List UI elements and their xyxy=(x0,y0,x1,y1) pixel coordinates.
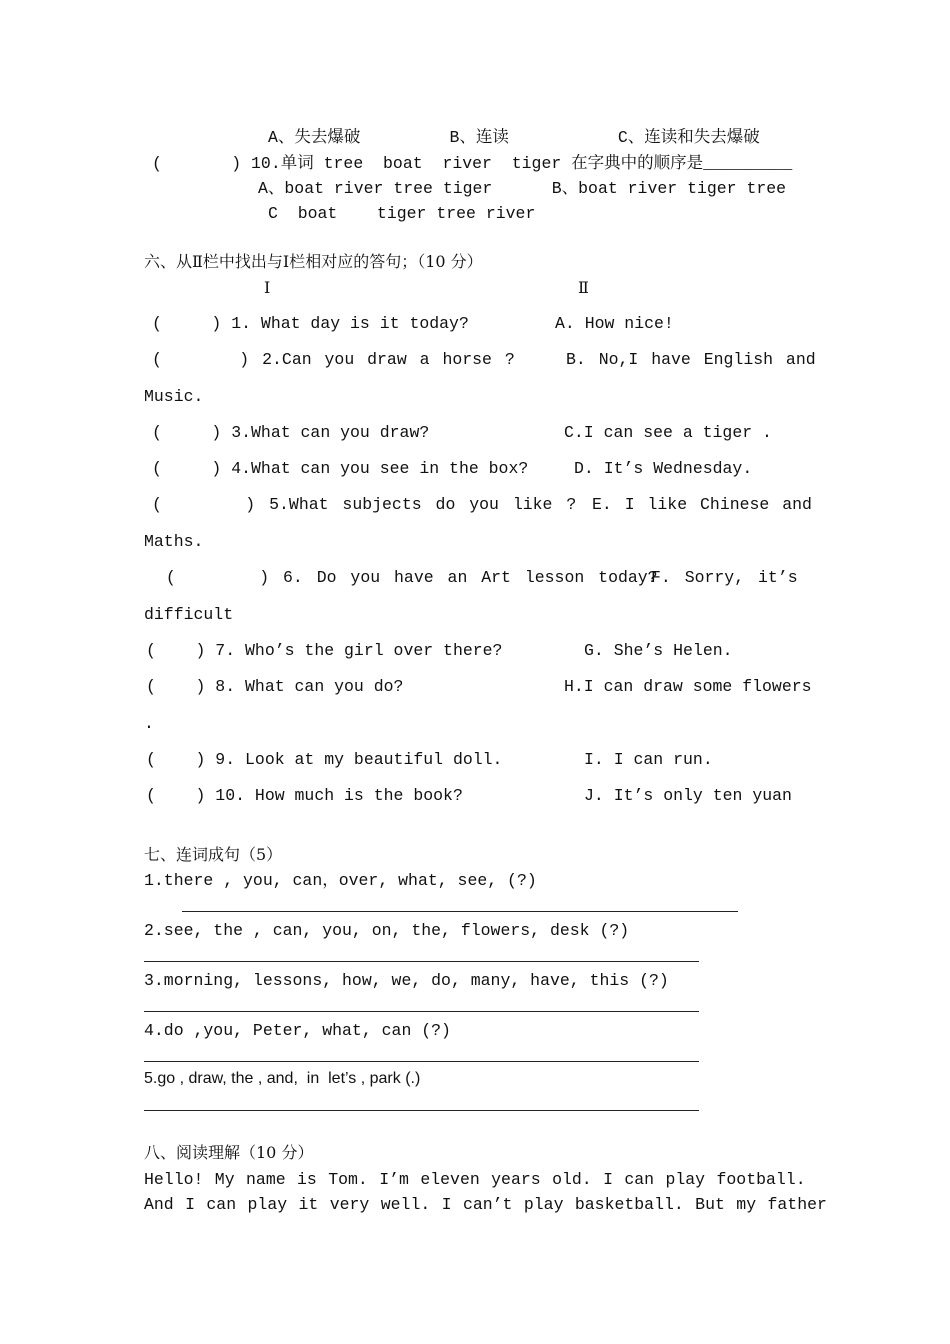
sentence-item: 3.morning, lessons, how, we, do, many, have, this (?) xyxy=(144,971,669,990)
matching-question: ( ) 1. What day is it today? xyxy=(152,314,469,333)
sentence-item: 5.go , draw, the , and, in let’s , park (.) xyxy=(144,1070,421,1087)
column-2-label: Ⅱ xyxy=(578,278,589,297)
sentence-item: 2.see, the , can, you, on, the, flowers, desk (?) xyxy=(144,921,630,940)
sentence-item: 4.do ,you, Peter, what, can (?) xyxy=(144,1021,451,1040)
section6-heading: 六、从Ⅱ栏中找出与Ⅰ栏相对应的答句；（10 分） xyxy=(144,252,483,271)
answer-line[interactable] xyxy=(144,1061,699,1062)
reading-passage-line: And I can play it very well. I can’t play basketball. But my father xyxy=(144,1195,827,1214)
matching-answer-wrap: . xyxy=(144,714,154,733)
matching-answer: A. How nice! xyxy=(555,314,674,333)
answer-line[interactable] xyxy=(144,961,699,962)
answer-line[interactable] xyxy=(182,911,738,912)
reading-passage-line: Hello! My name is Tom. I’m eleven years old. I can play football. xyxy=(144,1170,806,1189)
matching-answer: I. I can run. xyxy=(584,750,713,769)
matching-question: ( ) 10. How much is the book? xyxy=(146,786,463,805)
matching-question: ( ) 8. What can you do? xyxy=(146,677,404,696)
matching-question-wrap: Music. xyxy=(144,387,204,406)
answer-line[interactable] xyxy=(144,1011,699,1012)
section7-heading: 七、连词成句（5） xyxy=(144,845,283,864)
matching-question-wrap: Maths. xyxy=(144,532,204,551)
matching-answer-wrap: difficult xyxy=(144,605,234,624)
q10-options-ab: A、boat river tree tiger B、boat river tiger tree xyxy=(258,179,787,198)
matching-question: ( ) 9. Look at my beautiful doll. xyxy=(146,750,503,769)
matching-answer: C.I can see a tiger . xyxy=(564,423,772,442)
matching-question: ( ) 3.What can you draw? xyxy=(152,423,430,442)
matching-answer: H.I can draw some flowers xyxy=(564,677,812,696)
sentence-item: 1.there , you, can，over, what, see, (?) xyxy=(144,871,537,890)
matching-answer: F. Sorry, it’s xyxy=(651,568,798,587)
matching-question: ( ) 2.Can you draw a horse ? xyxy=(152,350,515,369)
matching-question: ( ) 6. Do you have an Art lesson today? xyxy=(152,568,658,587)
q9-options: A、失去爆破 B、连读 C、连读和失去爆破 xyxy=(268,128,760,147)
q10-stem: ( ) 10.单词 tree boat river tiger 在字典中的顺序是_________ xyxy=(152,154,793,173)
matching-answer: B. No,I have English and xyxy=(566,350,816,369)
matching-answer: E. I like Chinese and xyxy=(592,495,812,514)
matching-question: ( ) 5.What subjects do you like ? xyxy=(152,495,577,514)
matching-question: ( ) 4.What can you see in the box? xyxy=(152,459,529,478)
q10-option-c: C boat tiger tree river xyxy=(268,204,536,223)
matching-answer: G. She’s Helen. xyxy=(584,641,733,660)
matching-answer: D. It’s Wednesday. xyxy=(574,459,753,478)
column-1-label: Ⅰ xyxy=(264,278,271,297)
matching-question: ( ) 7. Who’s the girl over there? xyxy=(146,641,503,660)
section8-heading: 八、阅读理解（10 分） xyxy=(144,1143,314,1162)
matching-answer: J. It’s only ten yuan xyxy=(584,786,792,805)
answer-line[interactable] xyxy=(144,1110,699,1111)
